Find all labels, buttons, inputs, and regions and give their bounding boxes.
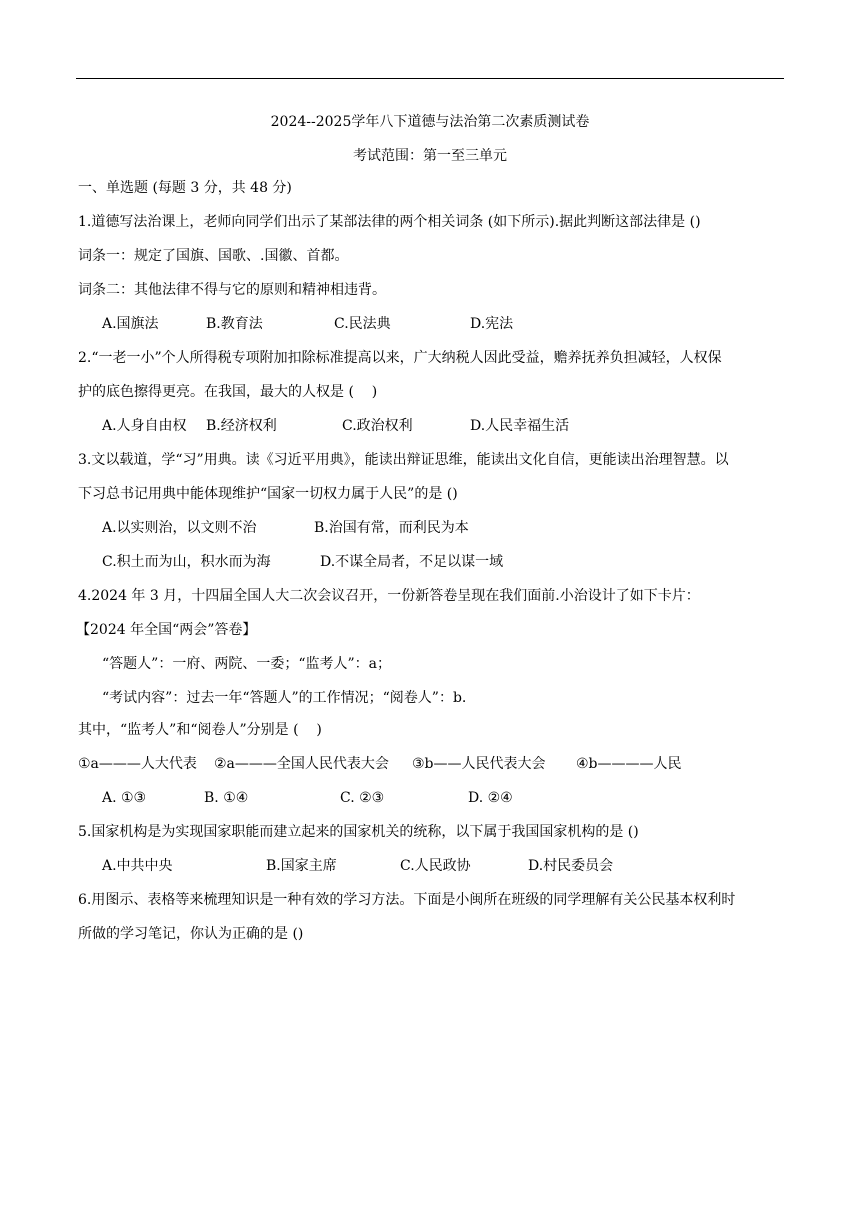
q2-stem-line-2: 护的底色擦得更亮。在我国，最大的人权是 ( ) [78, 384, 378, 400]
q4-question: 其中，“监考人”和“阅卷人”分别是 ( ) [78, 722, 322, 738]
q4-card-line-1: “答题人”：一府、两院、一委；“监考人”：a； [102, 656, 391, 672]
q6-stem-line-2: 所做的学习笔记，你认为正确的是 () [78, 926, 304, 942]
q3-stem-line-2: 下习总书记用典中能体现维护“国家一切权力属于人民”的是 () [78, 486, 458, 502]
q1-option-c: C.民法典 [334, 316, 391, 332]
q4-card-title: 【2024 年全国“两会”答卷】 [76, 622, 257, 638]
q4-option-d: D. ②④ [468, 790, 513, 806]
q4-item-3: ③b——人民代表大会 [412, 756, 546, 772]
q5-option-a: A.中共中央 [102, 858, 173, 874]
q3-option-c: C.积土而为山，积水而为海 [102, 554, 271, 570]
q4-item-1: ①a———人大代表 [78, 756, 197, 772]
q5-option-d: D.村民委员会 [528, 858, 614, 874]
q4-item-4: ④b————人民 [576, 756, 682, 772]
q5-stem: 5.国家机构是为实现国家职能而建立起来的国家机关的统称，以下属于我国国家机构的是 () [78, 824, 639, 840]
section-heading: 一、单选题 (每题 3 分，共 48 分) [78, 180, 292, 196]
q1-option-d: D.宪法 [470, 316, 514, 332]
q4-item-2: ②a———全国人民代表大会 [214, 756, 389, 772]
q3-option-b: B.治国有常，而利民为本 [314, 520, 469, 536]
page-title: 2024--2025学年八下道德与法治第二次素质测试卷 [270, 114, 590, 130]
q4-option-c: C. ②③ [340, 790, 385, 806]
header-rule [76, 78, 784, 79]
q3-option-d: D.不谋全局者，不足以谋一域 [320, 554, 504, 570]
q2-option-c: C.政治权利 [342, 418, 413, 434]
q2-stem-line-1: 2.“一老一小”个人所得税专项附加扣除标准提高以来，广大纳税人因此受益，赡养抚养负担减轻，人权保 [78, 350, 722, 366]
q6-stem-line-1: 6.用图示、表格等来梳理知识是一种有效的学习方法。下面是小闽所在班级的同学理解有关公民基本权利时 [78, 892, 736, 908]
q4-stem: 4.2024 年 3 月，十四届全国人大二次会议召开，一份新答卷呈现在我们面前.小治设计了如下卡片： [78, 588, 700, 604]
q5-option-c: C.人民政协 [400, 858, 471, 874]
q4-card-line-2: “考试内容”：过去一年“答题人”的工作情况；“阅卷人”：b. [102, 690, 467, 706]
q1-clause-1: 词条一：规定了国旗、国歌、.国徽、首都。 [78, 248, 349, 264]
q4-option-b: B. ①④ [204, 790, 249, 806]
q2-option-a: A.人身自由权 [102, 418, 187, 434]
q3-stem-line-1: 3.文以载道，学“习”用典。读《习近平用典》，能读出辩证思维，能读出文化自信，更能读出治理智慧。以 [78, 452, 729, 468]
q4-option-a: A. ①③ [102, 790, 147, 806]
q2-option-b: B.经济权利 [206, 418, 277, 434]
q1-option-a: A.国旗法 [102, 316, 159, 332]
exam-scope: 考试范围：第一至三单元 [353, 148, 507, 164]
q3-option-a: A.以实则治，以文则不治 [102, 520, 257, 536]
q1-option-b: B.教育法 [206, 316, 263, 332]
q2-option-d: D.人民幸福生活 [470, 418, 570, 434]
q5-option-b: B.国家主席 [266, 858, 337, 874]
q1-clause-2: 词条二：其他法律不得与它的原则和精神相违背。 [78, 282, 386, 298]
q1-stem: 1.道德写法治课上，老师向同学们出示了某部法律的两个相关词条 (如下所示).据此判断这部法律是 () [78, 214, 701, 230]
